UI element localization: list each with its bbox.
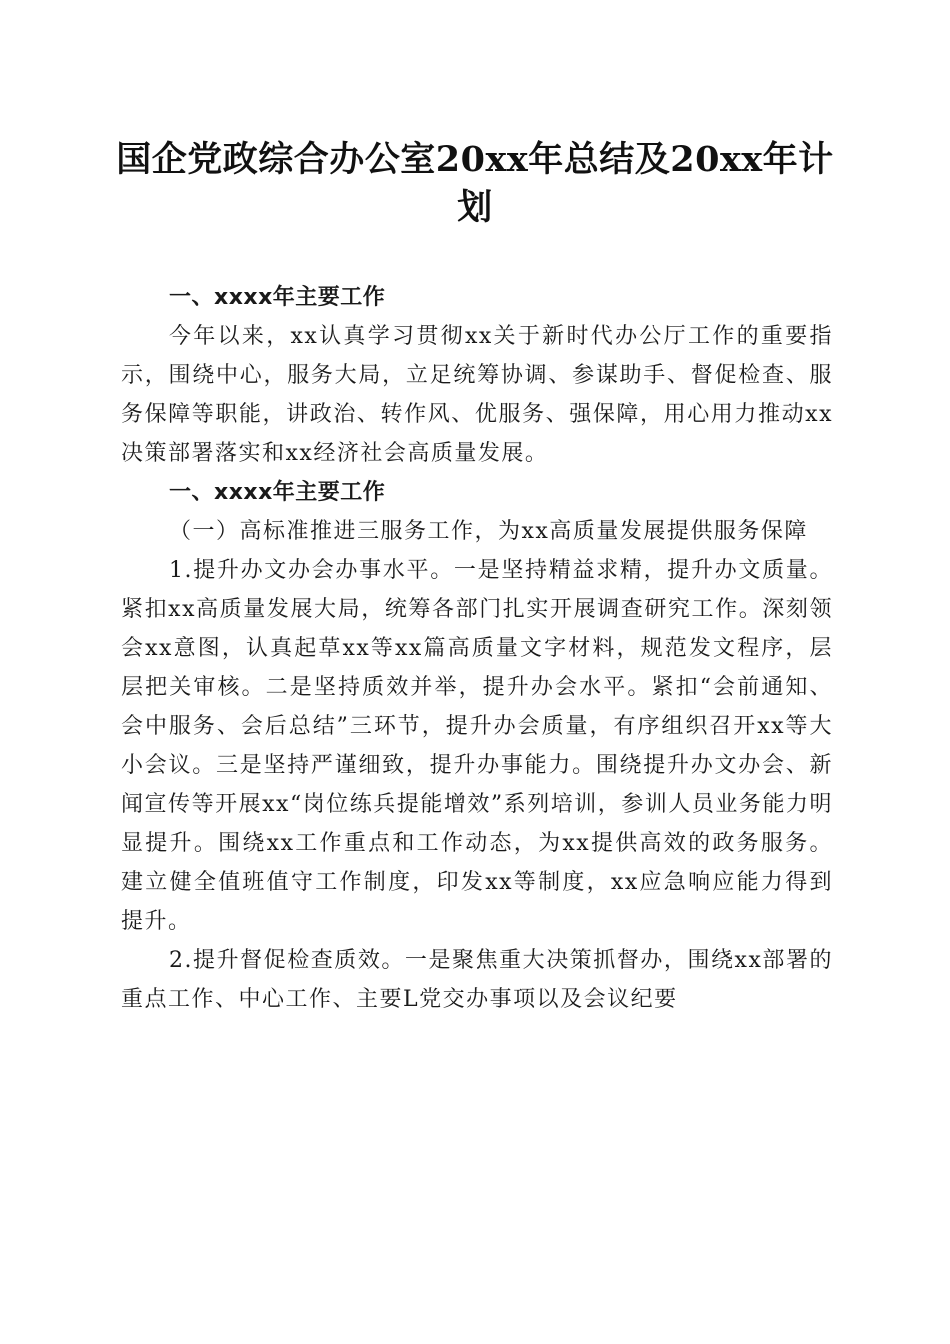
intro-paragraph: 今年以来，xx认真学习贯彻xx关于新时代办公厅工作的重要指示，围绕中心，服务大局，立足统筹协调、参谋助手、督促检查、服务保障等职能，讲政治、转作风、优服务、强保障，用心用力推动xx决策部署落实和xx经济社会高质量发展。 xyxy=(121,324,833,466)
section-heading: 一、xxxx年主要工作 xyxy=(169,480,386,505)
section-heading: 一、xxxx年主要工作 xyxy=(169,285,386,310)
document-title: 国企党政综合办公室20xx年总结及20xx年计划 xyxy=(116,139,834,228)
document-body xyxy=(121,278,833,1019)
subsection-heading: （一）高标准推进三服务工作，为xx高质量发展提供服务保障 xyxy=(169,519,808,544)
item-paragraph: 1.提升办文办会办事水平。一是坚持精益求精，提升办文质量。紧扣xx高质量发展大局，统筹各部门扎实开展调查研究工作。深刻领会xx意图，认真起草xx等xx篇高质量文字材料，规范发文程序，层层把关审核。二是坚持质效并举，提升办会水平。紧扣“会前通知、会中服务、会后总结”三环节，提升办会质量，有序组织召开xx等大小会议。三是坚持严谨细致，提升办事能力。围绕提升办文办会、新闻宣传等开展xx“岗位练兵提能增效”系列培训，参训人员业务能力明显提升。围绕xx工作重点和工作动态，为xx提供高效的政务服务。建立健全值班值守工作制度，印发xx等制度，xx应急响应能力得到提升。 xyxy=(121,558,833,934)
item-paragraph: 2.提升督促检查质效。一是聚焦重大决策抓督办，围绕xx部署的重点工作、中心工作、主要L党交办事项以及会议纪要 xyxy=(121,948,833,1012)
